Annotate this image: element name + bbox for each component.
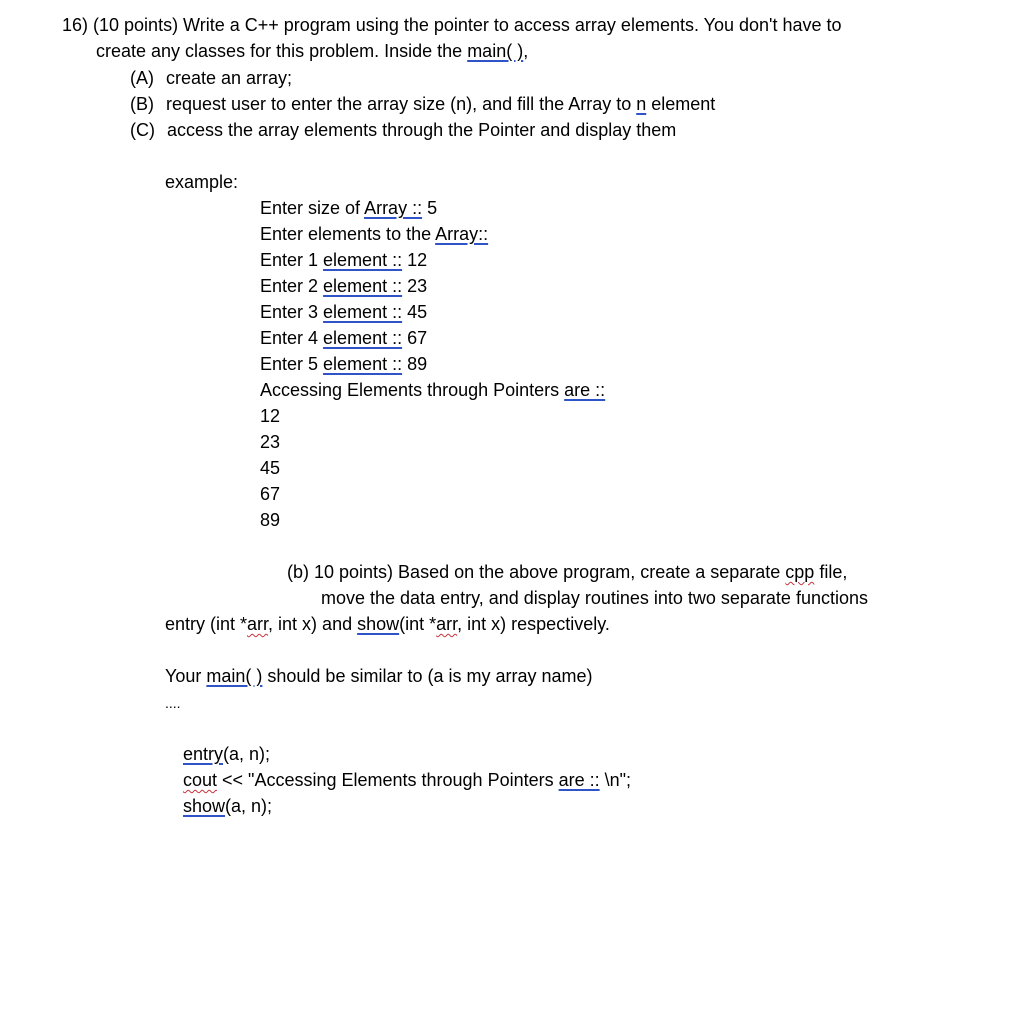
main-note: Your main( ) should be similar to (a is my array name) [165, 666, 593, 686]
part-b-line1: (b) 10 points) Based on the above program, create a separate cpp file, [287, 562, 848, 582]
question-title-line2: create any classes for this problem. Inside the main( ), [96, 41, 529, 61]
example-size-line: Enter size of Array :: 5 [260, 198, 438, 218]
example-output-value: 12 [260, 406, 281, 426]
example-label: example: [165, 172, 239, 192]
example-output-value: 89 [260, 510, 281, 530]
step-a: (A) create an array; [130, 68, 293, 88]
question-title-line1: 16) (10 points) Write a C++ program using the pointer to access array elements. You don't have to [62, 15, 842, 35]
code-line-cout: cout << "Accessing Elements through Pointers are :: \n"; [183, 770, 632, 790]
ellipsis: .... [165, 695, 181, 711]
example-output-value: 67 [260, 484, 281, 504]
example-output-value: 23 [260, 432, 281, 452]
example-entry-line: Enter 4 element :: 67 [260, 328, 428, 348]
example-output-value: 45 [260, 458, 281, 478]
example-access-line: Accessing Elements through Pointers are :: [260, 380, 606, 400]
step-c: (C) access the array elements through the Pointer and display them [130, 120, 677, 140]
step-b: (B) request user to enter the array size (n), and fill the Array to n element [130, 94, 716, 114]
example-entry-line: Enter 5 element :: 89 [260, 354, 428, 374]
part-b-line2: move the data entry, and display routines into two separate functions [321, 588, 868, 608]
example-entry-line: Enter 3 element :: 45 [260, 302, 428, 322]
example-entry-line: Enter 1 element :: 12 [260, 250, 428, 270]
code-line-entry: entry(a, n); [183, 744, 271, 764]
main-function-link: main( ) [467, 41, 524, 61]
example-entry-line: Enter 2 element :: 23 [260, 276, 428, 296]
part-b-line3: entry (int *arr, int x) and show(int *arr, int x) respectively. [165, 614, 610, 634]
code-line-show: show(a, n); [183, 796, 273, 816]
example-elements-line: Enter elements to the Array:: [260, 224, 489, 244]
